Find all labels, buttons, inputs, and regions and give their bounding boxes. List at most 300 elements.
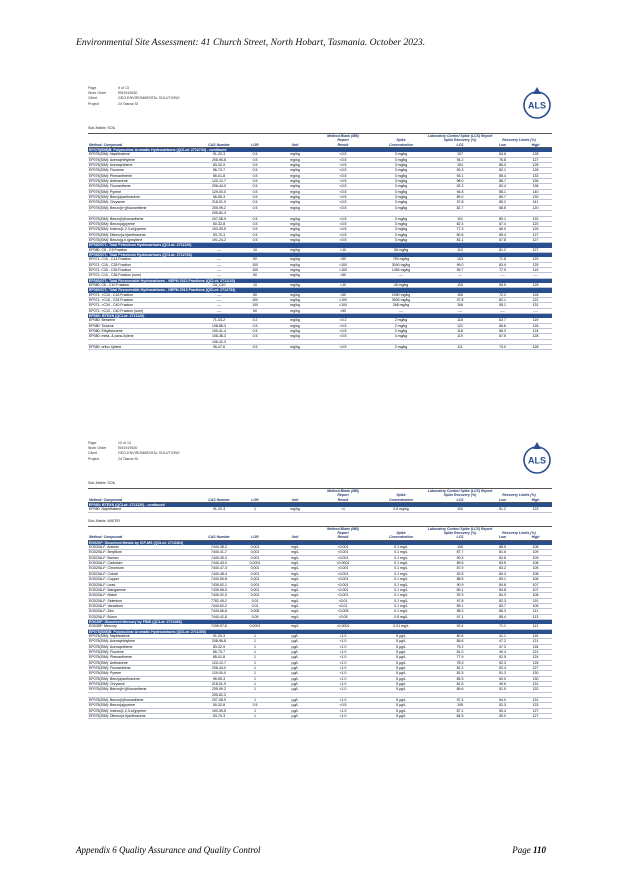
cell-result: <1.0 [318, 708, 368, 713]
cell-lcs-recovery: 105 [434, 703, 486, 708]
logo-text: ALS [528, 455, 546, 466]
cell-unit: µg/L [272, 660, 318, 665]
cell-lor: 10 [238, 248, 272, 253]
header-spike: Spike [396, 531, 406, 536]
cell-spike-concentration: 5 µg/L [368, 634, 434, 639]
document-heading: Environmental Site Assessment: 41 Church Street, North Hobart, Tasmania. October 2023. [76, 37, 426, 48]
cell-limit-high: 116 [519, 634, 552, 639]
cell-lor: 100 [238, 262, 272, 267]
report-info-label: Work Order [88, 91, 107, 96]
cell-limit-high: 138 [519, 184, 552, 189]
cell-limit-high: 141 [519, 200, 552, 205]
cell-lor: 1 [238, 644, 272, 649]
cell-limit-low: 84.3 [486, 571, 519, 576]
cell-lor: 0.001 [238, 587, 272, 592]
cell-lor: 1 [238, 714, 272, 719]
cell-spike-concentration: 3 mg/kg [368, 221, 434, 226]
header-high: High [519, 143, 552, 148]
cell-limit-high: 118 [519, 644, 552, 649]
cell-result: <0.001 [318, 550, 368, 555]
cell-lcs-recovery: 81.0 [434, 649, 486, 654]
cell-cas-number: 83-32-9 [200, 644, 238, 649]
cell-unit: mg/L [272, 609, 318, 614]
cell-lor: 1 [238, 655, 272, 660]
header-method-blank: Method Blank (MB) [318, 134, 368, 139]
cell-compound: EP075(SIM): Chrysene [88, 682, 200, 687]
header-lcs-report: Laboratory Control Spike (LCS) Report [368, 134, 552, 139]
cell-spike-concentration: 0.1 mg/L [368, 609, 434, 614]
header-method-compound: Method: Compound [88, 498, 200, 503]
header-recovery-limits: Recovery Limits (%) [502, 493, 536, 498]
cell-cas-number: 7440-66-6 [200, 609, 238, 614]
table-row [88, 345, 552, 350]
cell-cas-number: 91-20-3 [200, 634, 238, 639]
cell-result: <0.5 [318, 179, 368, 184]
cell-spike-concentration: 5 µg/L [368, 639, 434, 644]
cell-unit: mg/L [272, 555, 318, 560]
cell-lcs-recovery: 105 [434, 545, 486, 550]
cell-compound: EP075(SIM): Dibenz(a.h)anthracene [88, 232, 200, 237]
header-low: Low [486, 143, 519, 148]
cell-unit: mg/kg [272, 200, 318, 205]
cell-compound: EP080: Naphthalene [88, 507, 200, 512]
cell-unit: µg/L [272, 676, 318, 681]
cell-lcs-recovery: 103 [434, 257, 486, 262]
cell-limit-high: 128 [519, 345, 552, 350]
cell-cas-number: 120-12-7 [200, 179, 238, 184]
cell-lor: 1 [238, 687, 272, 692]
cell-limit-low: 61.2 [486, 248, 519, 253]
cell-limit-low: 83.1 [486, 577, 519, 582]
cell-lcs-recovery: 97.8 [434, 200, 486, 205]
cell-result: <1.0 [318, 698, 368, 703]
cell-cas-number: 7440-48-4 [200, 571, 238, 576]
cell-result: <1.0 [318, 676, 368, 681]
cell-limit-high: 126 [519, 227, 552, 232]
cell-limit-high: 107 [519, 587, 552, 592]
cell-cas-number: 191-24-2 [200, 237, 238, 242]
cell-limit-high: 131 [519, 698, 552, 703]
cell-spike-concentration: 0.1 mg/L [368, 598, 434, 603]
cell-result: <0.5 [318, 221, 368, 226]
cell-cas-number: ---- [200, 267, 238, 272]
cell-compound: EP080: C6 - C9 Fraction [88, 248, 200, 253]
cell-limit-low: 50.0 [486, 676, 519, 681]
cell-spike-concentration: 0.1 mg/L [368, 582, 434, 587]
cell-unit: mg/kg [272, 267, 318, 272]
cell-lor: 1 [238, 634, 272, 639]
cell-limit-low: 66.3 [486, 329, 519, 334]
cell-limit-high: 132 [519, 216, 552, 221]
cell-limit-low: 83.5 [486, 561, 519, 566]
cell-lcs-recovery: 87.9 [434, 566, 486, 571]
cell-unit: mg/L [272, 598, 318, 603]
cell-cas-number: 7439-92-1 [200, 582, 238, 587]
qc-table [88, 133, 552, 350]
cell-spike-concentration: 268 mg/kg [368, 303, 434, 308]
cell-lcs-recovery: 84.5 [434, 714, 486, 719]
cell-spike-concentration: 1450 mg/kg [368, 267, 434, 272]
cell-lor: 0.5 [238, 323, 272, 328]
cell-limit-low: 76.8 [486, 157, 519, 162]
cell-result: <0.5 [318, 329, 368, 334]
cell-spike-concentration: 0.1 mg/L [368, 603, 434, 608]
lab-report-page-10 [88, 441, 552, 719]
cell-result: <0.01 [318, 603, 368, 608]
cell-limit-low: 71.1 [486, 624, 519, 629]
cell-result: <1.0 [318, 687, 368, 692]
cell-limit-low: 52.3 [486, 703, 519, 708]
qc-table [88, 526, 552, 720]
cell-limit-high: 108 [519, 561, 552, 566]
cell-compound: EG035F: Mercury [88, 624, 200, 629]
cell-lor: 0.001 [238, 577, 272, 582]
sub-matrix-label: Sub-Matrix: SOIL [88, 126, 116, 130]
cell-limit-high: 127 [519, 714, 552, 719]
cell-unit: mg/kg [272, 216, 318, 221]
footer-appendix-title: Appendix 6 Quality Assurance and Quality Control [76, 845, 261, 855]
cell-lor: 0.5 [238, 168, 272, 173]
cell-limit-high: 106 [519, 603, 552, 608]
cell-spike-concentration: 0.1 mg/L [368, 561, 434, 566]
section-title: EP080/071: Total Recoverable Hydrocarbons - NEPM 2013 Fractions (QCLot: 2711120) [88, 278, 552, 283]
cell-unit: µg/L [272, 682, 318, 687]
cell-lor: 50 [238, 308, 272, 313]
cell-compound: EG020A-F: Chromium [88, 566, 200, 571]
cell-spike-concentration: ---- [368, 308, 434, 313]
cell-lcs-recovery: 100 [434, 507, 486, 512]
cell-unit: µg/L [272, 714, 318, 719]
cell-limit-high: 133 [519, 703, 552, 708]
cell-compound: EP075(SIM): Phenanthrene [88, 655, 200, 660]
cell-result: <1.0 [318, 666, 368, 671]
cell-compound: EP075(SIM): Indeno(1.2.3.cd)pyrene [88, 708, 200, 713]
cell-spike-concentration: 0.1 mg/L [368, 555, 434, 560]
cell-lor: 0.5 [238, 179, 272, 184]
cell-limit-low: 50.4 [486, 708, 519, 713]
lab-report-page-9 [88, 86, 552, 350]
cell-lor: 0.5 [238, 216, 272, 221]
cell-unit: mg/kg [272, 184, 318, 189]
cell-limit-low: 67.5 [486, 334, 519, 339]
cell-limit-high: 106 [519, 577, 552, 582]
cell-compound: EP071: C10 - C36 Fraction (sum) [88, 273, 200, 278]
cell-unit: mg/kg [272, 168, 318, 173]
cell-unit: mg/kg [272, 293, 318, 298]
cell-result: <100 [318, 298, 368, 303]
cell-lor: 0.001 [238, 545, 272, 550]
cell-result: <1.0 [318, 644, 368, 649]
cell-cas-number: ---- [200, 293, 238, 298]
cell-compound: EP075(SIM): Benzo(b+j)fluoranthene [88, 687, 200, 692]
cell-lor: 1 [238, 660, 272, 665]
section-title: EP080/071: Total Petroleum Hydrocarbons (QCLot: 2711120) [88, 243, 552, 248]
cell-limit-low: 50.0 [486, 714, 519, 719]
cell-unit: mg/kg [272, 262, 318, 267]
cell-lcs-recovery: 116 [434, 329, 486, 334]
cell-lor: 0.001 [238, 593, 272, 598]
cell-limit-high: 108 [519, 593, 552, 598]
cell-compound: EP075(SIM): Benzo(k)fluoranthene [88, 698, 200, 703]
header-method-blank: Method Blank (MB) [318, 489, 368, 494]
header-cas-number: CAS Number [200, 143, 238, 148]
cell-result: <1.0 [318, 655, 368, 660]
report-info-value: 24 Tasma St [118, 456, 138, 461]
cell-spike-concentration: 5 µg/L [368, 703, 434, 708]
cell-spike-concentration: 3 mg/kg [368, 232, 434, 237]
cell-unit: mg/L [272, 545, 318, 550]
cell-limit-low: 67.8 [486, 237, 519, 242]
section-title: EP080/071: Total Recoverable Hydrocarbons - NEPM 2013 Fractions (QCLot: 2712734) [88, 288, 552, 293]
cell-limit-low: 82.3 [486, 598, 519, 603]
cell-compound: EP071: C29 - C36 Fraction [88, 267, 200, 272]
report-info-value: EM1919630 [118, 446, 138, 451]
section-title: EP075(SIM)B: Polynuclear Aromatic Hydrocarbons (QCLot: 2712733) - continued [88, 148, 552, 153]
cell-limit-low: 73.0 [486, 345, 519, 350]
cell-limit-low: 52.5 [486, 655, 519, 660]
cell-limit-high: 119 [519, 267, 552, 272]
cell-result: <0.5 [318, 334, 368, 339]
cell-result: <0.005 [318, 609, 368, 614]
cell-lor: 0.5 [238, 329, 272, 334]
cell-lcs-recovery: 104 [434, 163, 486, 168]
cell-result: <1.0 [318, 682, 368, 687]
header-cas-number: CAS Number [200, 498, 238, 503]
cell-cas-number: 100-41-4 [200, 329, 238, 334]
cell-lor: 10 [238, 283, 272, 288]
cell-limit-low: 68.5 [486, 205, 519, 210]
report-info [88, 86, 180, 107]
cell-cas-number: C6_C10 [200, 283, 238, 288]
cell-spike-concentration: 1090 mg/kg [368, 293, 434, 298]
cell-cas-number: ---- [200, 248, 238, 253]
cell-limit-high: 111 [519, 609, 552, 614]
cell-result: <1.0 [318, 634, 368, 639]
cell-unit: mg/kg [272, 195, 318, 200]
section-title: EP080: BTEXN (QCLot: 2711120) - continued [88, 503, 552, 508]
cell-result: <0.001 [318, 571, 368, 576]
cell-compound: EP075(SIM): Phenanthrene [88, 173, 200, 178]
cell-limit-high: 120 [519, 221, 552, 226]
header-spike-recovery: Spike Recovery (%) [443, 138, 477, 143]
cell-lor: 0.5 [238, 195, 272, 200]
cell-lcs-recovery: 94.2 [434, 157, 486, 162]
cell-result: <0.5 [318, 157, 368, 162]
report-info-label: Work Order [88, 446, 107, 451]
cell-lcs-recovery: 106 [434, 293, 486, 298]
cell-unit: µg/L [272, 644, 318, 649]
report-info-value: 24 Tasma St [118, 101, 138, 106]
cell-spike-concentration: 5 µg/L [368, 644, 434, 649]
cell-compound: EG020A-F: Lead [88, 582, 200, 587]
cell-unit: mg/L [272, 587, 318, 592]
cell-lor: 0.01 [238, 603, 272, 608]
cell-limit-low: 83.9 [486, 262, 519, 267]
cell-spike-concentration: 0.1 mg/L [368, 577, 434, 582]
cell-lor: 0.5 [238, 173, 272, 178]
report-info-value: EM1919630 [118, 91, 138, 96]
cell-spike-concentration: 750 mg/kg [368, 257, 434, 262]
cell-cas-number: 91-20-3 [200, 152, 238, 157]
cell-result: <0.001 [318, 582, 368, 587]
cell-cas-number: 7440-47-3 [200, 566, 238, 571]
header-lcs: LCS [434, 498, 486, 503]
cell-cas-number: 106-42-3 [200, 339, 238, 344]
cell-limit-high: 123 [519, 507, 552, 512]
cell-lcs-recovery: 97.8 [434, 598, 486, 603]
cell-cas-number: 53-70-3 [200, 714, 238, 719]
cell-limit-low: 83.2 [486, 566, 519, 571]
cell-unit: mg/kg [272, 221, 318, 226]
cell-limit-high: 121 [519, 639, 552, 644]
cell-limit-high: 126 [519, 168, 552, 173]
section-title: EP075(SIM)B: Polynuclear Aromatic Hydrocarbons (QCLot: 2711450) [88, 629, 552, 634]
cell-lcs-recovery: 92.5 [434, 571, 486, 576]
cell-lcs-recovery: 78.3 [434, 660, 486, 665]
cell-unit: µg/L [272, 703, 318, 708]
cell-unit: µg/L [272, 666, 318, 671]
cell-limit-low: 59.5 [486, 283, 519, 288]
cell-limit-high: 107 [519, 582, 552, 587]
cell-limit-low: 85.3 [486, 163, 519, 168]
cell-compound: EP075(SIM): Anthracene [88, 660, 200, 665]
cell-unit: mg/kg [272, 318, 318, 323]
cell-limit-high: 121 [519, 649, 552, 654]
logo-text: ALS [528, 100, 546, 111]
cell-cas-number: 53-70-3 [200, 232, 238, 237]
cell-compound: EP075(SIM): Acenaphthylene [88, 639, 200, 644]
header-result: Result [318, 498, 368, 503]
cell-compound: EP080: ortho-Xylene [88, 345, 200, 350]
cell-lor: 0.5 [238, 205, 272, 210]
cell-spike-concentration: 3930 mg/kg [368, 298, 434, 303]
cell-compound: EG020A-F: Beryllium [88, 550, 200, 555]
header-concentration: Concentration [368, 535, 434, 540]
cell-spike-concentration: 5 µg/L [368, 655, 434, 660]
cell-cas-number: 85-01-8 [200, 173, 238, 178]
header-lcs: LCS [434, 535, 486, 540]
cell-unit: mg/kg [272, 179, 318, 184]
cell-limit-low: 86.3 [486, 609, 519, 614]
cell-cas-number: 205-99-2 [200, 205, 238, 210]
cell-result: <0.5 [318, 237, 368, 242]
cell-spike-concentration: 5 µg/L [368, 714, 434, 719]
cell-lcs-recovery: 77.3 [434, 227, 486, 232]
cell-compound: EP075(SIM): Benzo(a)pyrene [88, 221, 200, 226]
cell-lcs-recovery: 119 [434, 334, 486, 339]
cell-lor: 1 [238, 708, 272, 713]
cell-lor: 0.5 [238, 227, 272, 232]
cell-lcs-recovery: 92.9 [434, 593, 486, 598]
cell-limit-low: 85.4 [486, 173, 519, 178]
header-spike: Spike [396, 138, 406, 143]
cell-compound: EP075(SIM): Fluorene [88, 168, 200, 173]
cell-compound: EP075(SIM): Anthracene [88, 179, 200, 184]
cell-result: <1.0 [318, 639, 368, 644]
cell-cas-number: 7440-02-0 [200, 593, 238, 598]
cell-result: <50 [318, 308, 368, 313]
cell-lcs-recovery: 80.6 [434, 634, 486, 639]
cell-lcs-recovery: 98.2 [434, 609, 486, 614]
cell-lor: 0.5 [238, 157, 272, 162]
cell-cas-number: 129-00-0 [200, 671, 238, 676]
cell-lor: 1 [238, 682, 272, 687]
cell-spike-concentration: 0.1 mg/L [368, 571, 434, 576]
cell-result: <100 [318, 262, 368, 267]
cell-limit-high: 128 [519, 163, 552, 168]
cell-limit-high: 130 [519, 671, 552, 676]
cell-spike-concentration: 5 µg/L [368, 649, 434, 654]
cell-unit: mg/kg [272, 329, 318, 334]
cell-lcs-recovery: 81.5 [434, 671, 486, 676]
cell-compound: EG020A-F: Cadmium [88, 561, 200, 566]
als-logo [522, 441, 552, 475]
cell-limit-low: 54.0 [486, 698, 519, 703]
cell-lcs-recovery: 99.3 [434, 168, 486, 173]
header-result: Result [318, 535, 368, 540]
cell-cas-number: 193-39-5 [200, 708, 238, 713]
cell-cas-number: 205-99-2 [200, 687, 238, 692]
cell-cas-number: 7440-39-3 [200, 555, 238, 560]
cell-limit-low: 52.4 [486, 666, 519, 671]
cell-compound: EP080: Toluene [88, 323, 200, 328]
cell-limit-high: 122 [519, 298, 552, 303]
cell-limit-high: 131 [519, 682, 552, 687]
cell-limit-high: 119 [519, 318, 552, 323]
cell-result: <0.5 [318, 216, 368, 221]
cell-lor: 0.5 [238, 703, 272, 708]
cell-limit-high: 109 [519, 550, 552, 555]
cell-unit: mg/kg [272, 334, 318, 339]
cell-lor: 0.5 [238, 200, 272, 205]
cell-limit-high: ---- [519, 273, 552, 278]
cell-lor: 100 [238, 303, 272, 308]
cell-lor: 50 [238, 257, 272, 262]
cell-spike-concentration: ---- [368, 273, 434, 278]
cell-limit-low: 83.6 [486, 555, 519, 560]
cell-cas-number: 207-08-9 [200, 216, 238, 221]
cell-limit-high: 127 [519, 232, 552, 237]
cell-spike-concentration: 3 mg/kg [368, 152, 434, 157]
cell-lor: 0.5 [238, 232, 272, 237]
cell-cas-number: ---- [200, 257, 238, 262]
cell-limit-low: 67.4 [486, 221, 519, 226]
cell-spike-concentration: 5 µg/L [368, 660, 434, 665]
cell-lor: 1 [238, 698, 272, 703]
cell-limit-high: ---- [519, 308, 552, 313]
cell-result: <1.0 [318, 714, 368, 719]
cell-cas-number: 7782-49-2 [200, 598, 238, 603]
cell-lcs-recovery: 99.7 [434, 267, 486, 272]
cell-spike-concentration: 3 mg/kg [368, 184, 434, 189]
header-lor: LOR [238, 535, 272, 540]
cell-compound: EG020A-F: Copper [88, 577, 200, 582]
header-low: Low [486, 498, 519, 503]
cell-limit-high: 124 [519, 655, 552, 660]
cell-cas-number: 205-82-3 [200, 211, 238, 216]
cell-cas-number: 85-01-8 [200, 655, 238, 660]
cell-lor: 100 [238, 267, 272, 272]
cell-result: <1.0 [318, 671, 368, 676]
header-unit: Unit [272, 143, 318, 148]
cell-compound: EP075(SIM): Indeno(1.2.3.cd)pyrene [88, 227, 200, 232]
cell-result: <100 [318, 267, 368, 272]
cell-lor: 0.0001 [238, 624, 272, 629]
cell-lcs-recovery: 92.4 [434, 624, 486, 629]
cell-lcs-recovery: 80.6 [434, 232, 486, 237]
cell-unit: mg/L [272, 571, 318, 576]
als-logo-mark [522, 86, 552, 120]
